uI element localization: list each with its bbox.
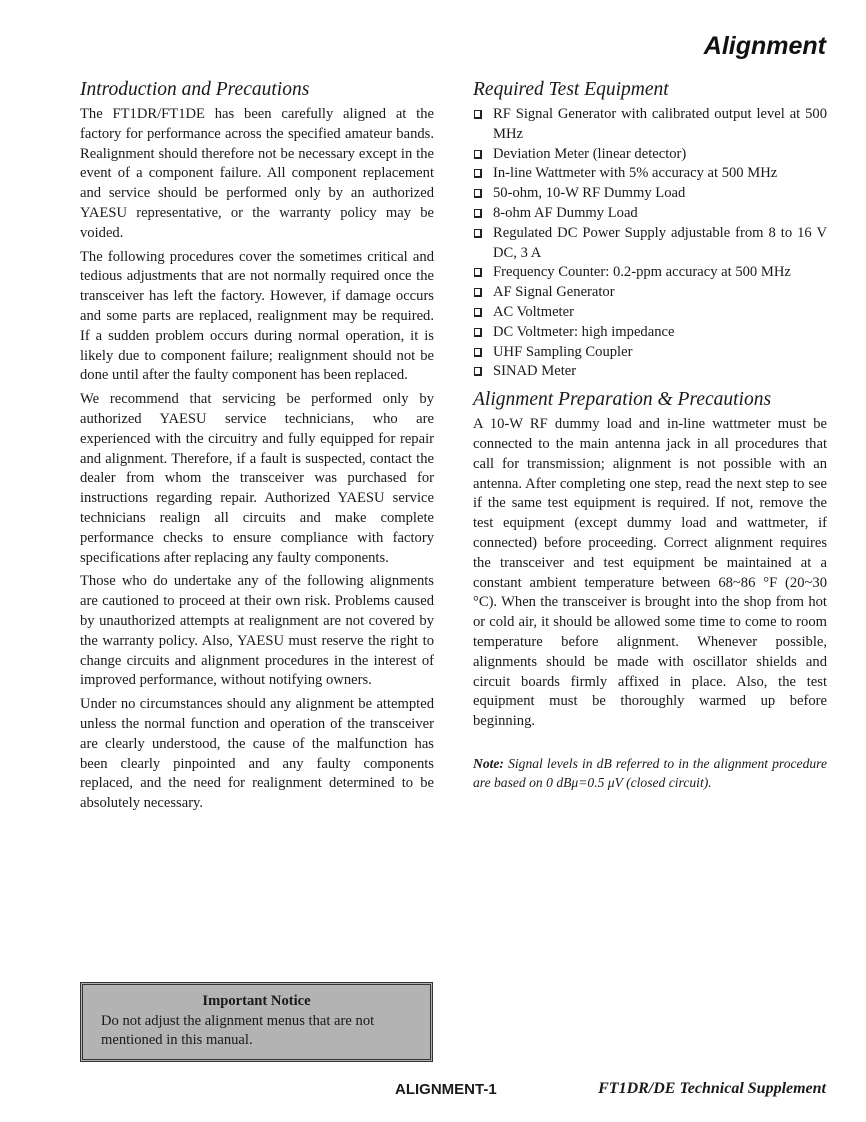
paragraph: Under no circumstances should any alignment be attempted unless the normal function and operation of the transceiver are clearly understood, the cause of the malfunction has been clearly pinpointed and any faulty components replaced, and the need for realignment determined to be absolutely necessary. bbox=[80, 696, 434, 812]
equipment-label: Regulated DC Power Supply adjustable from 8 to 16 V DC, 3 A bbox=[493, 224, 827, 261]
checkbox-icon bbox=[474, 169, 482, 178]
equipment-label: 8-ohm AF Dummy Load bbox=[493, 204, 638, 221]
equipment-item bbox=[473, 105, 827, 145]
paragraph: The FT1DR/FT1DE has been carefully aligned at the factory for performance across the specified amateur bands. Realignment should therefore not be necessary except in the event of a component failure. All component replacement and service should be performed only by an authorized YAESU representative, or the warranty policy may be voided. bbox=[80, 106, 434, 241]
notice-heading: Important Notice bbox=[202, 993, 311, 1009]
paragraph: A 10-W RF dummy load and in-line wattmeter must be connected to the main antenna jack in all procedures that call for transmission; alignment is not possible with an antenna. After completing one step, read the next step to see if the same test equipment is required. If not, remove the test equipment (except dummy load and wattmeter, if connected) before proceeding. Correct alignment requires the transceiver and test equipment be maintained at a constant ambient temperature between 68~86 °F (20~30 °C). When the transceiver is brought into the shop from hot or cold air, it should be allowed some time to come to room temperature before alignment. Whenever possible, alignments should be made with oscillator shields and circuit boards firmly affixed in place. Also, the test equipment must be thoroughly warmed up before beginning. bbox=[473, 416, 827, 730]
right-column bbox=[473, 78, 827, 793]
document-title: FT1DR/DE Technical Supplement bbox=[598, 1080, 826, 1097]
notice-text: Do not adjust the alignment menus that are not mentioned in this manual. bbox=[101, 1012, 375, 1048]
left-column bbox=[80, 78, 434, 818]
page-number: ALIGNMENT-1 bbox=[395, 1081, 497, 1098]
equipment-item bbox=[473, 303, 827, 323]
checkbox-icon bbox=[474, 328, 482, 337]
checkbox-icon bbox=[474, 229, 482, 238]
note-label: Note: bbox=[473, 755, 504, 771]
equipment-label: SINAD Meter bbox=[493, 363, 577, 380]
section-heading-preparation: Alignment Preparation & Precautions bbox=[473, 389, 772, 411]
equipment-label: Deviation Meter (linear detector) bbox=[493, 145, 687, 162]
equipment-item bbox=[473, 184, 827, 204]
section-heading-introduction: Introduction and Precautions bbox=[80, 79, 310, 100]
checkbox-icon bbox=[474, 189, 482, 198]
equipment-label: DC Voltmeter: high impedance bbox=[493, 323, 675, 340]
equipment-label: RF Signal Generator with calibrated output level at 500 MHz bbox=[493, 106, 827, 142]
paragraph: Those who do undertake any of the following alignments are cautioned to proceed at their own risk. Problems caused by unauthorized attempts at realignment are not covered by the warranty policy. Also, YAESU must reserve the right to change circuits and alignment procedures in the interest of improved performance, without notifying owners. bbox=[80, 573, 434, 689]
equipment-label: UHF Sampling Coupler bbox=[493, 343, 633, 360]
equipment-item bbox=[473, 224, 827, 264]
page-title: Alignment bbox=[703, 32, 826, 60]
equipment-item bbox=[473, 145, 827, 165]
checkbox-icon bbox=[474, 268, 482, 277]
checkbox-icon bbox=[474, 308, 482, 317]
equipment-item bbox=[473, 362, 827, 382]
paragraph: The following procedures cover the sometimes critical and tedious adjustments that are not normally required once the transceiver has left the factory. However, if damage occurs and some parts are replaced, realignment may be required. If a sudden problem occurs during normal operation, it is likely due to component failure; realignment should not be done until after the faulty component has been replaced. bbox=[80, 248, 434, 384]
checkbox-icon bbox=[474, 110, 482, 119]
equipment-item bbox=[473, 323, 827, 343]
equipment-item bbox=[473, 164, 827, 184]
equipment-item bbox=[473, 343, 827, 363]
equipment-label: In-line Wattmeter with 5% accuracy at 500 MHz bbox=[493, 165, 778, 182]
checkbox-icon bbox=[474, 288, 482, 297]
note-text: Signal levels in dB referred to in the alignment procedure are based on 0 dBμ=0.5 μV (closed circuit). bbox=[473, 755, 827, 791]
equipment-label: AC Voltmeter bbox=[493, 303, 574, 320]
equipment-label: AF Signal Generator bbox=[493, 284, 615, 301]
checkbox-icon bbox=[474, 150, 482, 159]
paragraph: We recommend that servicing be performed only by authorized YAESU service technicians, who are experienced with the circuitry and fully equipped for repair and alignment. Therefore, if a fault is suspected, contact the dealer from whom the transceiver was purchased for instructions regarding repair. Authorized YAESU service technicians realign all circuits and make complete performance checks to ensure compliance with factory specifications after replacing any faulty components. bbox=[80, 391, 434, 566]
equipment-item bbox=[473, 283, 827, 303]
checkbox-icon bbox=[474, 209, 482, 218]
equipment-label: Frequency Counter: 0.2-ppm accuracy at 500 MHz bbox=[493, 264, 791, 281]
important-notice-box bbox=[80, 982, 433, 1062]
note bbox=[473, 754, 827, 793]
equipment-list bbox=[473, 105, 827, 382]
checkbox-icon bbox=[474, 348, 482, 357]
checkbox-icon bbox=[474, 367, 482, 376]
equipment-item bbox=[473, 263, 827, 283]
equipment-item bbox=[473, 204, 827, 224]
section-heading-equipment: Required Test Equipment bbox=[473, 79, 669, 100]
equipment-label: 50-ohm, 10-W RF Dummy Load bbox=[493, 185, 686, 202]
